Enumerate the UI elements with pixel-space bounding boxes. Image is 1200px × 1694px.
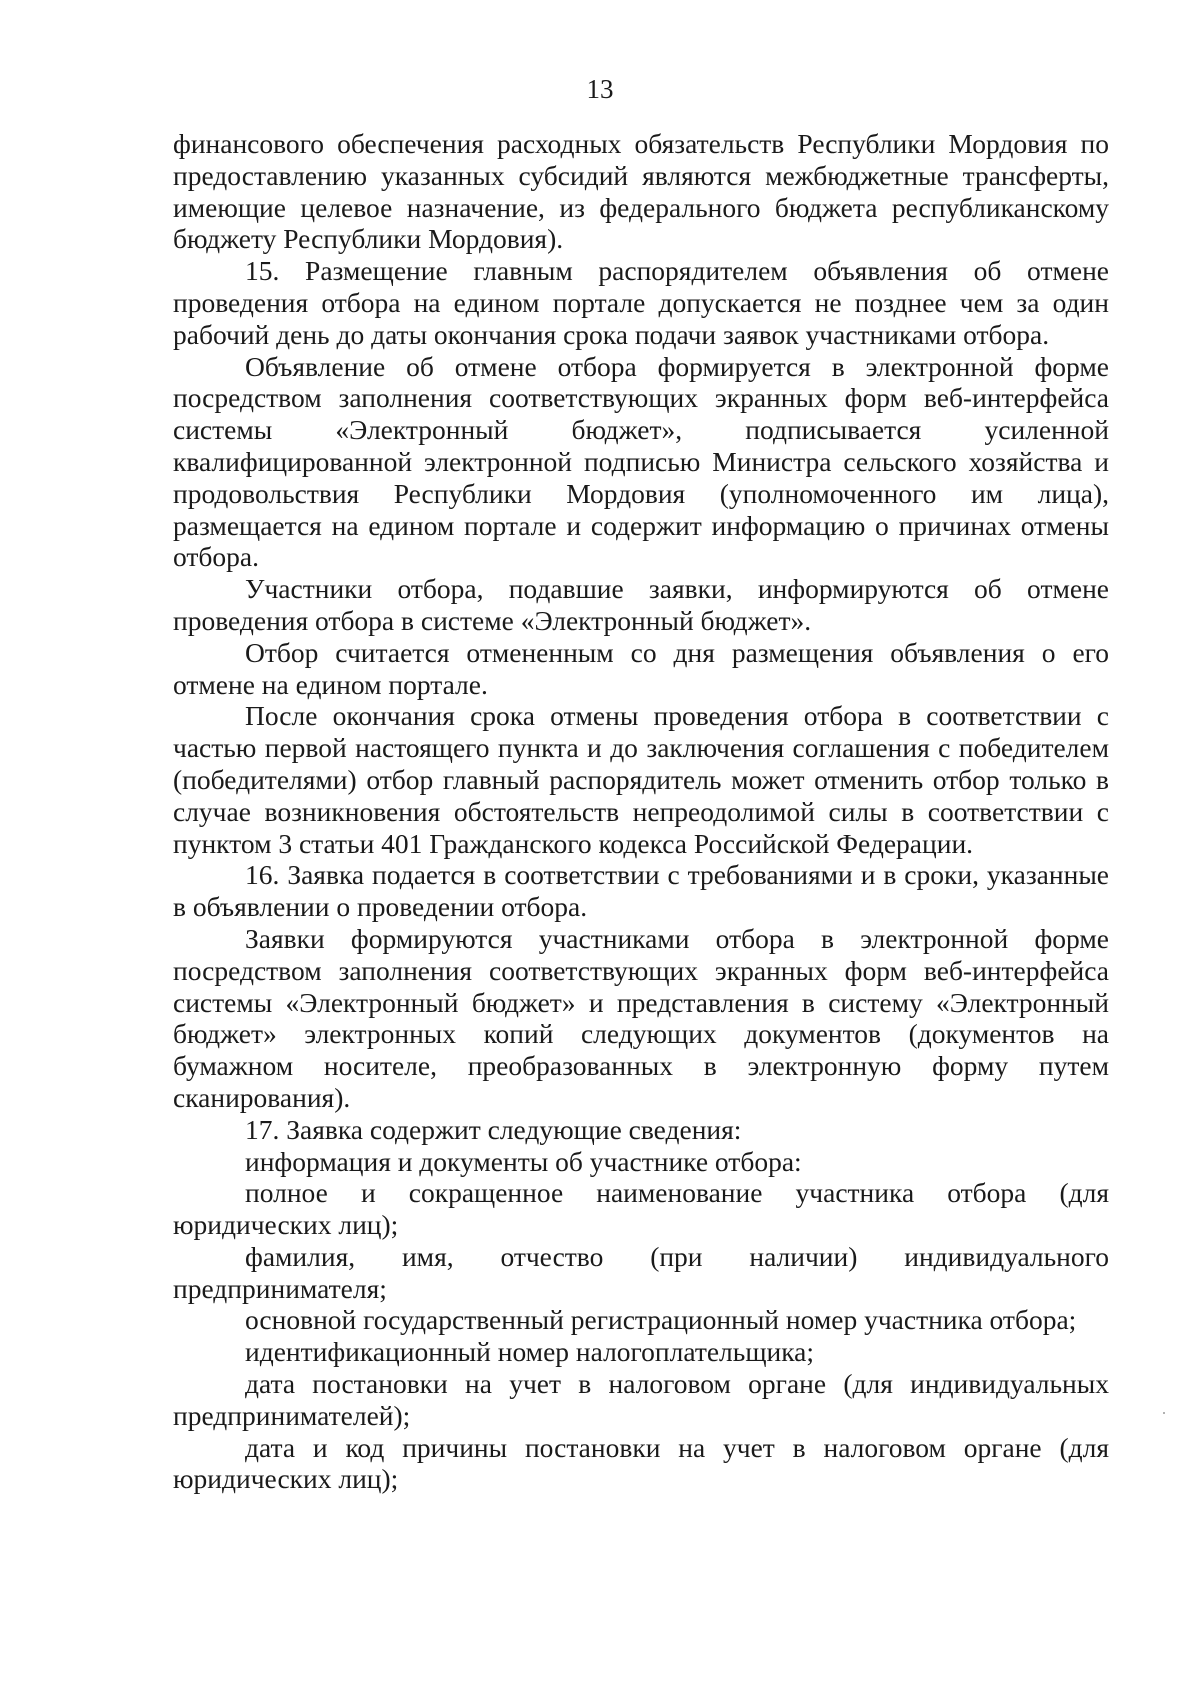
paragraph-16: дата и код причины постановки на учет в налоговом органе (для юридических лиц); bbox=[173, 1431, 1109, 1495]
paragraph-11: полное и сокращенное наименование участника отбора (для юридических лиц); bbox=[173, 1177, 1109, 1241]
paragraph-13: основной государственный регистрационный номер участника отбора; bbox=[245, 1304, 1077, 1336]
page-number: 13 bbox=[586, 74, 614, 104]
document-body bbox=[173, 128, 1109, 1495]
paragraph-6: После окончания срока отмены проведения отбора в соответствии с частью первой настоящего пункта и до заключения соглашения с победителем (победителями) отбор главный распорядитель может отменить отбор только в случае возникновения обстоятельств непреодолимой силы в соответствии с пунктом 3 статьи 401 Гражданского кодекса Российской Федерации. bbox=[173, 700, 1109, 859]
scan-speck bbox=[1163, 1412, 1165, 1414]
paragraph-8: Заявки формируются участниками отбора в электронной форме посредством заполнения соответствующих экранных форм веб-интерфейса системы «Электронный бюджет» и представления в систему «Электронный бюджет» электронных копий следующих документов (документов на бумажном носителе, преобразованных в электронную форму путем сканирования). bbox=[173, 922, 1109, 1113]
paragraph-15: дата постановки на учет в налоговом органе (для индивидуальных предпринимателей); bbox=[173, 1368, 1109, 1431]
paragraph-10: информация и документы об участнике отбора: bbox=[245, 1145, 802, 1177]
paragraph-5: Отбор считается отмененным со дня размещения объявления о его отмене на едином портале. bbox=[173, 636, 1109, 700]
paragraph-12: фамилия, имя, отчество (при наличии) индивидуального предпринимателя; bbox=[173, 1240, 1109, 1304]
paragraph-2: 15. Размещение главным распорядителем объявления об отмене проведения отбора на едином портале допускается не позднее чем за один рабочий день до даты окончания срока подачи заявок участниками отбора. bbox=[173, 255, 1109, 350]
paragraph-7: 16. Заявка подается в соответствии с требованиями и в сроки, указанные в объявлении о проведении отбора. bbox=[173, 859, 1109, 923]
paragraph-9: 17. Заявка содержит следующие сведения: bbox=[245, 1113, 742, 1145]
paragraph-14: идентификационный номер налогоплательщика; bbox=[245, 1336, 815, 1368]
paragraph-4: Участники отбора, подавшие заявки, информируются об отмене проведения отбора в системе «Электронный бюджет». bbox=[173, 573, 1109, 636]
paragraph-1: финансового обеспечения расходных обязательств Республики Мордовия по предоставлению указанных субсидий являются межбюджетные трансферты, имеющие целевое назначение, из федерального бюджета республиканскому бюджету Республики Мордовия). bbox=[173, 128, 1109, 255]
paragraph-3: Объявление об отмене отбора формируется в электронной форме посредством заполнения соответствующих экранных форм веб-интерфейса системы «Электронный бюджет», подписывается усиленной квалифицированной электронной подписью Министра сельского хозяйства и продовольствия Республики Мордовия (уполномоченного им лица), размещается на едином портале и содержит информацию о причинах отмены отбора. bbox=[173, 350, 1109, 573]
